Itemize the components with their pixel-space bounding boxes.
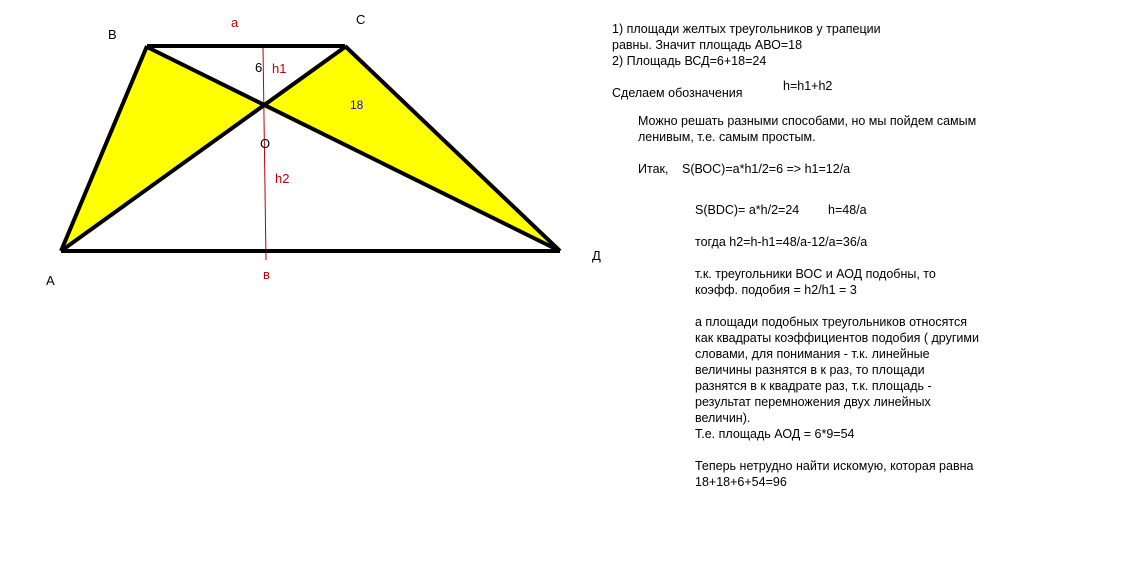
note-line: т.к. треугольники ВОС и АОД подобны, то [695,267,936,281]
triangle-abo [61,47,263,251]
point-label-o: О [260,136,271,151]
notes-block-5 [695,458,973,490]
notes-block-1 [612,21,881,69]
note-line: а площади подобных треугольников относятся [695,315,967,329]
trapezoid-diagram [0,0,600,300]
note-line: величины разнятся в к раз, то площади [695,363,925,377]
segment-label-base-point: в [263,267,270,282]
note-line: как квадраты коэффициентов подобия ( другими [695,331,979,345]
area-label-boc: 6 [255,60,263,75]
note-line: 2) Площадь ВСД=6+18=24 [612,54,767,68]
note-h: h=48/a [828,203,867,217]
note-line: 1) площади желтых треугольников у трапеции [612,22,881,36]
note-line: Можно решать разными способами, но мы пойдем самым [638,114,977,128]
note-line: величин). [695,411,751,425]
notes-block-4 [695,314,979,442]
vertex-label-d: Д [592,248,601,263]
triangle-ocd [263,47,560,251]
note-line: разнятся в к квадрате раз, т.к. площадь - [695,379,932,393]
notes-block-3 [695,266,936,298]
notes-block-2 [638,113,976,145]
note-line: словами, для понимания - т.к. линейные [695,347,930,361]
note-sboc: S(ВОС)=a*h1/2=6 => h1=12/a [682,162,851,176]
note-line: Теперь нетрудно найти искомую, которая равна [695,459,974,473]
note-sbdc: S(BDC)= a*h/2=24 [695,203,800,217]
note-line: результат перемножения двух линейных [695,395,931,409]
note-line: Т.е. площадь АОД = 6*9=54 [695,427,855,441]
note-h2: тогда h2=h-h1=48/a-12/a=36/a [695,235,868,249]
note-line: равны. Значит площадь АВО=18 [612,38,803,52]
area-label-cod: 18 [350,98,364,112]
note-line: коэфф. подобия = h2/h1 = 3 [695,283,857,297]
segment-label-h2: h2 [275,171,290,186]
vertex-label-b: В [108,27,117,42]
height-line [263,47,266,260]
note-line: ленивым, т.е. самым простым. [638,130,816,144]
note-designations: Сделаем обозначения [612,86,743,100]
note-line: 18+18+6+54=96 [695,475,787,489]
segment-label-h1: h1 [272,61,287,76]
vertex-label-c: С [356,12,366,27]
note-h-formula: h=h1+h2 [783,79,833,93]
vertex-label-a: А [46,273,55,288]
note-itak: Итак, [638,162,669,176]
segment-label-a: а [231,15,239,30]
